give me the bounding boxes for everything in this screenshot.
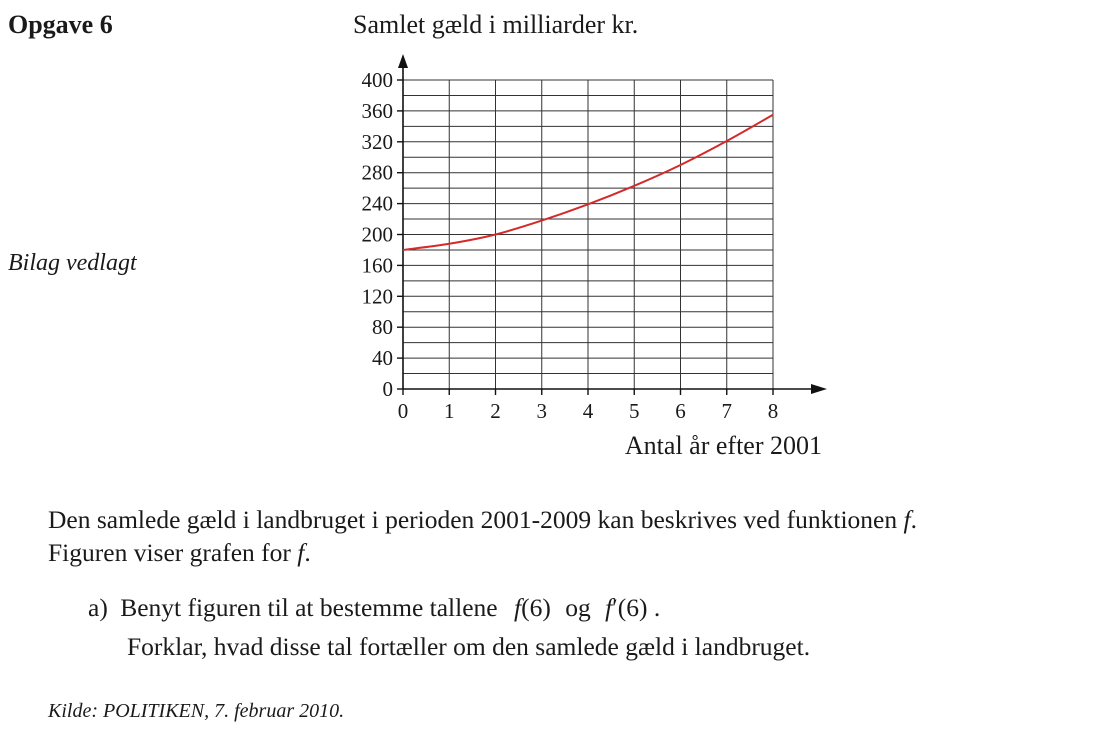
x-tick-label: 4 [582,399,594,423]
intro-line-1: Den samlede gæld i landbruget i perioden 2001-2009 kan beskrives ved funktionen f. [48,505,917,534]
y-tick-label: 320 [361,129,393,154]
chart-grid [403,80,773,389]
y-tick-label: 240 [361,191,393,216]
var-f: f [903,505,911,534]
question-a-line-2: Forklar, hvad disse tal fortæller om den samlede gæld i landbruget. [127,632,811,661]
y-axis-arrow [398,54,408,68]
y-tick-label: 80 [372,315,393,340]
x-tick-label: 2 [490,399,501,423]
exercise-heading: Opgave 6 [8,10,113,39]
x-axis-arrow [811,384,827,394]
source-citation: Kilde: POLITIKEN, 7. februar 2010. [48,700,345,722]
x-tick-label: 7 [721,399,732,423]
y-tick-labels [362,68,394,401]
x-tick-label: 6 [675,399,686,423]
x-tick-label: 3 [536,399,547,423]
x-tick-label: 5 [629,399,640,423]
question-a-label: a) [88,593,108,622]
x-tick-labels [398,399,779,423]
y-tick-label: 0 [382,377,393,401]
question-a: a) Benyt figuren til at bestemme tallene f(6) og f′(6) . [88,593,661,622]
y-tick-label: 400 [361,68,393,92]
x-tick-label: 8 [767,399,779,423]
intro-line-2: Figuren viser grafen for f. [48,538,311,567]
chart-axes [397,54,827,395]
y-tick-label: 360 [361,98,393,123]
y-tick-label: 200 [361,222,393,247]
y-tick-label: 160 [361,253,393,278]
y-tick-label: 120 [361,284,393,309]
x-tick-label: 0 [397,399,409,423]
x-tick-label: 1 [444,399,455,423]
var-f: f [297,538,305,567]
y-tick-label: 40 [372,346,393,371]
chart-title: Samlet gæld i milliarder kr. [353,10,639,39]
attachment-note: Bilag vedlagt [8,250,137,276]
y-tick-label: 280 [361,160,393,185]
x-axis-label: Antal år efter 2001 [624,431,822,460]
